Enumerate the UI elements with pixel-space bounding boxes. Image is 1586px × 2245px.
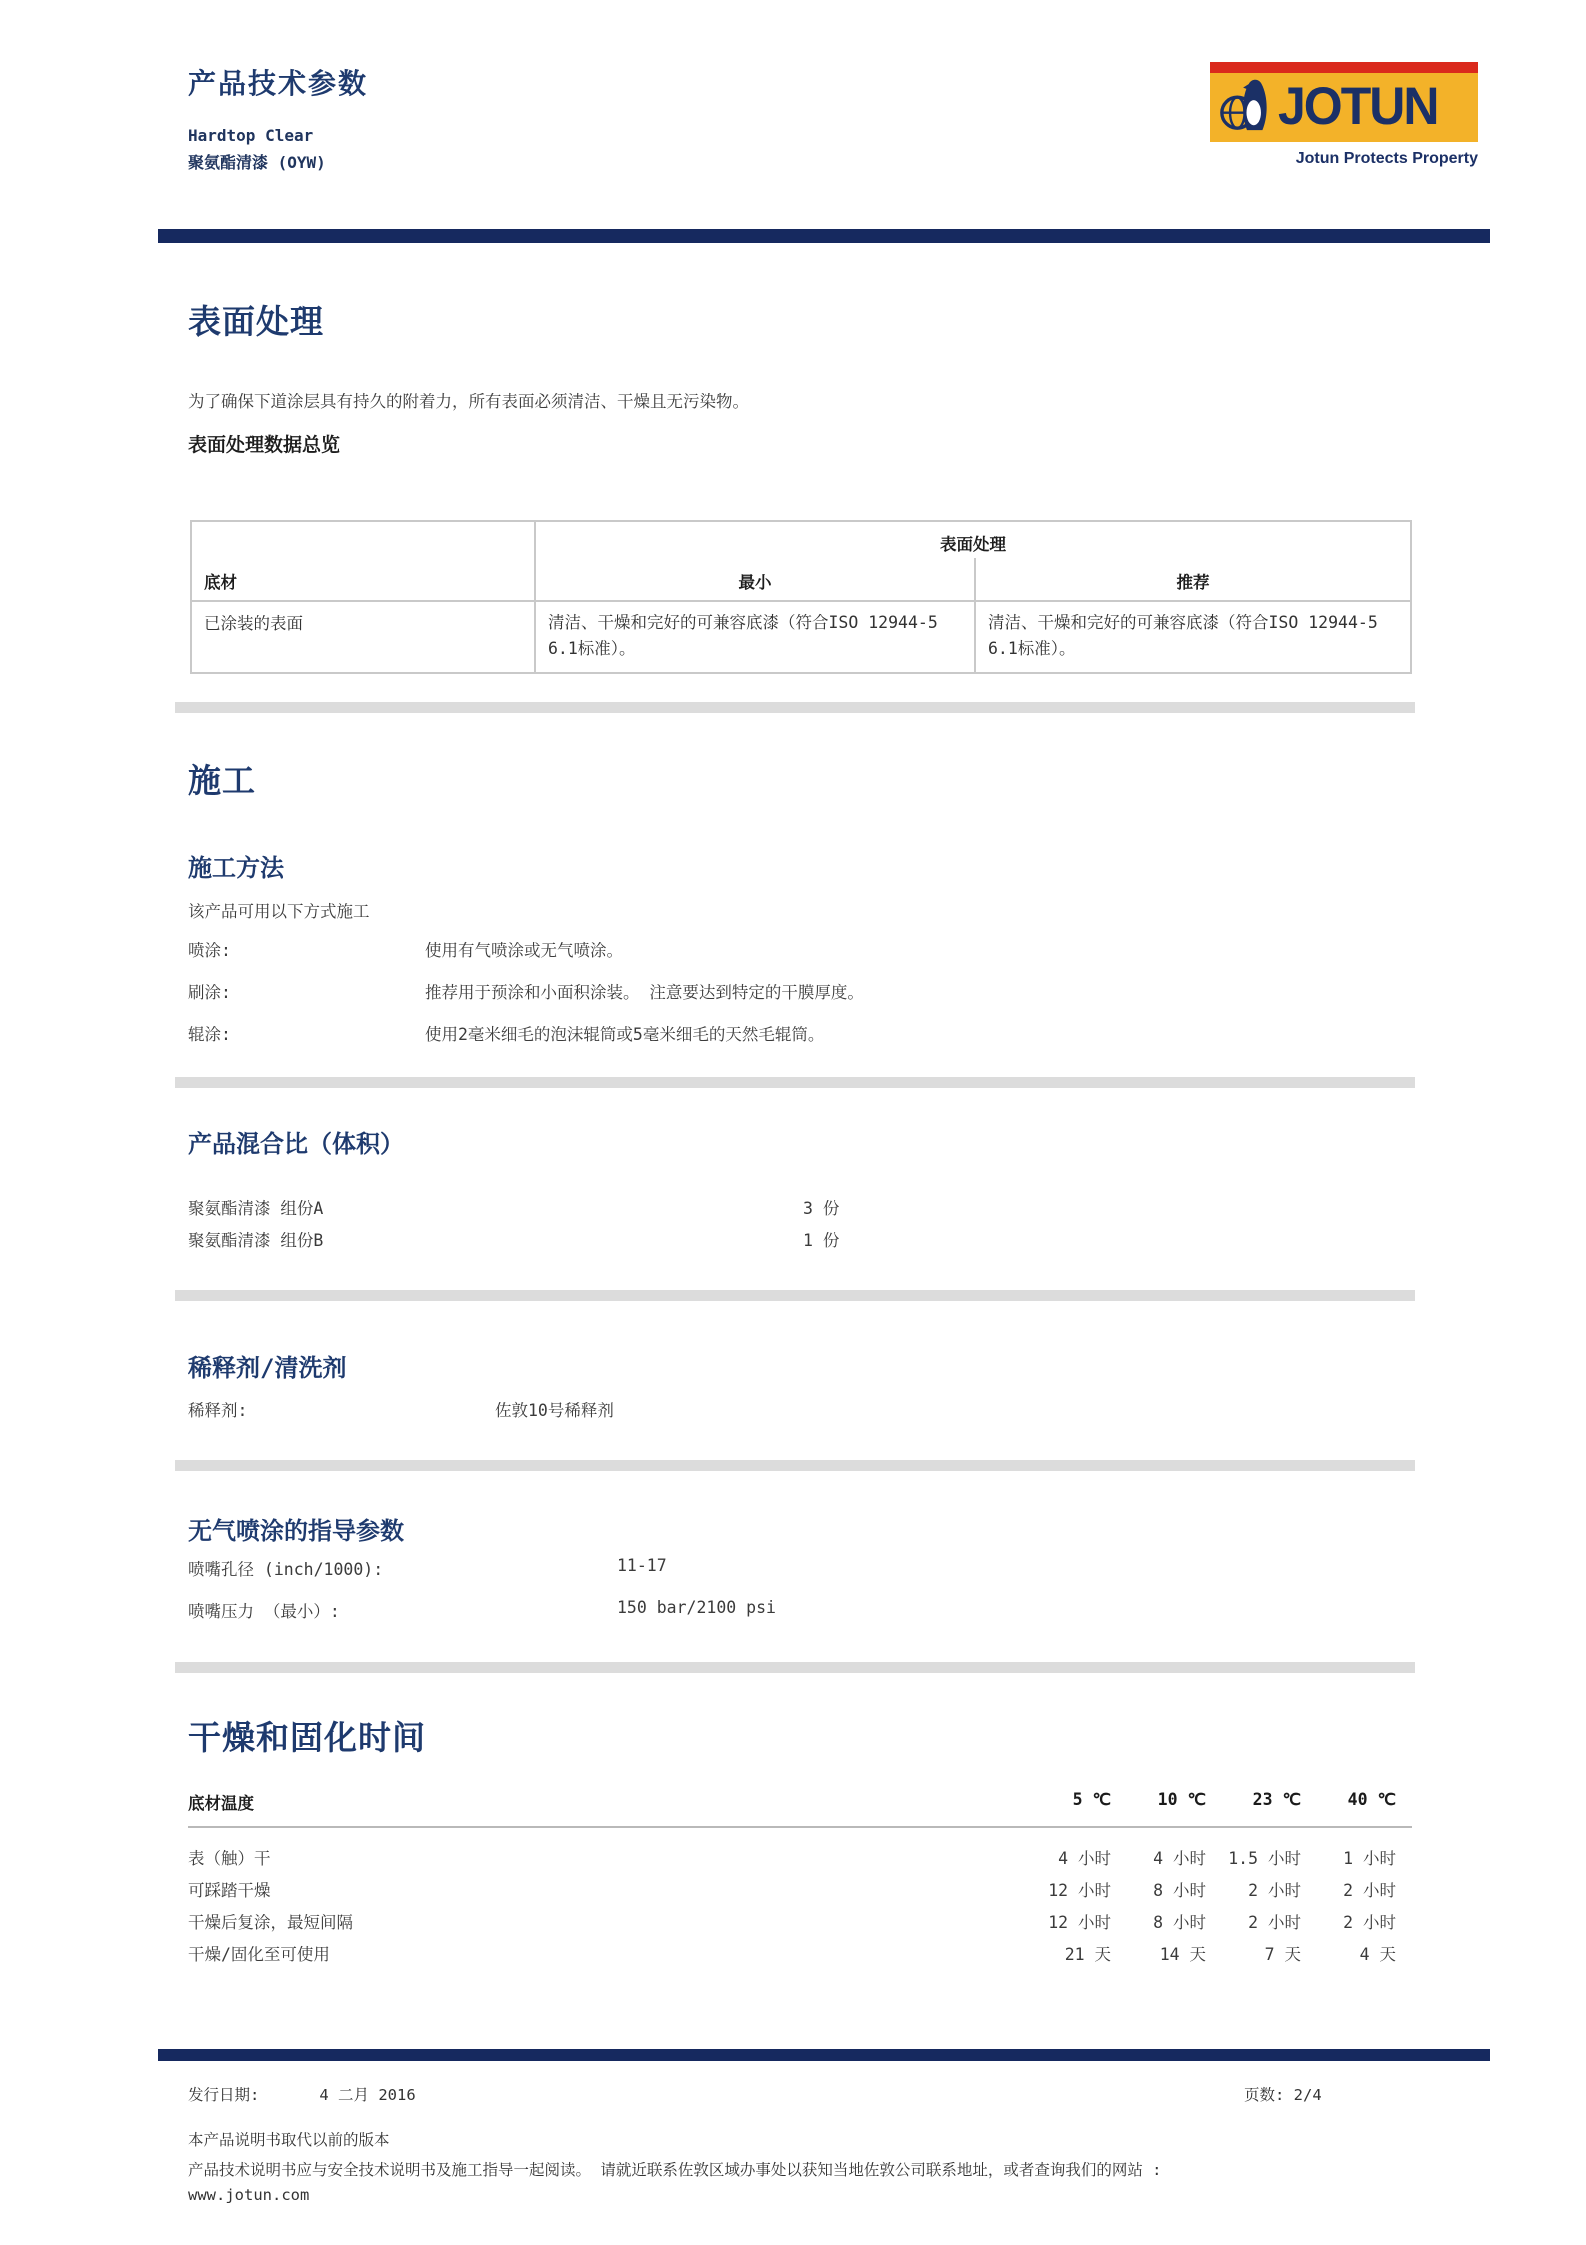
- section-title-surface-prep: 表面处理: [188, 302, 324, 341]
- component-label: 聚氨酯清漆 组份A: [188, 1199, 324, 1218]
- temp-header: 5 ℃: [1072, 1790, 1111, 1809]
- surface-prep-table: [190, 520, 1412, 674]
- subheading-mixing-ratio: 产品混合比（体积）: [188, 1130, 404, 1158]
- footer-note-replaces: 本产品说明书取代以前的版本: [188, 2131, 390, 2149]
- airless-value: 11-17: [617, 1556, 667, 1575]
- section-separator: [175, 1077, 1415, 1088]
- subheading-airless-spray: 无气喷涂的指导参数: [188, 1517, 404, 1545]
- method-text: 推荐用于预涂和小面积涂装。 注意要达到特定的干膜厚度。: [425, 983, 864, 1002]
- section-separator: [175, 1662, 1415, 1673]
- product-name-cn: 聚氨酯清漆 (OYW): [188, 153, 326, 172]
- temp-header: 23 ℃: [1252, 1790, 1301, 1809]
- temp-header: 40 ℃: [1347, 1790, 1396, 1809]
- drying-row-recoat-interval: 干燥后复涂，最短间隔 12 小时 8 小时 2 小时 2 小时: [188, 1913, 1396, 1932]
- product-name-en: Hardtop Clear: [188, 126, 314, 145]
- header-divider-bar: [158, 229, 1490, 243]
- method-text: 使用有气喷涂或无气喷涂。: [425, 941, 623, 960]
- col-header-substrate: 底材: [192, 558, 536, 600]
- logo-tagline: Jotun Protects Property: [1295, 150, 1478, 167]
- thinner-row: [188, 1397, 1468, 1421]
- issue-date-label: 发行日期:: [188, 2086, 260, 2104]
- airless-label: 喷嘴压力 （最小）:: [188, 1602, 340, 1621]
- issue-date-value: 4 二月 2016: [319, 2086, 416, 2104]
- airless-row-tip-size: [188, 1556, 1468, 1580]
- method-row-brush: [188, 979, 1468, 1003]
- jotun-logo: [1210, 62, 1478, 142]
- section-title-drying: 干燥和固化时间: [188, 1718, 426, 1757]
- col-header-recommended: 推荐: [1176, 573, 1210, 592]
- method-row-roller: [188, 1021, 1468, 1045]
- footer-divider-bar: [158, 2049, 1490, 2061]
- drying-row-header: 底材温度: [188, 1794, 254, 1813]
- logo-red-strip: [1210, 62, 1478, 73]
- airless-value: 150 bar/2100 psi: [617, 1598, 776, 1617]
- method-label: 喷涂:: [188, 941, 231, 960]
- cell-recommended: 清洁、干燥和完好的可兼容底漆（符合ISO 12944-5 6.1标准）。: [988, 613, 1378, 659]
- component-value: 3 份: [803, 1199, 840, 1218]
- method-label: 刷涂:: [188, 983, 231, 1002]
- section-separator: [175, 1460, 1415, 1471]
- method-text: 使用2毫米细毛的泡沫辊筒或5毫米细毛的天然毛辊筒。: [425, 1025, 825, 1044]
- thinner-label: 稀释剂:: [188, 1401, 248, 1420]
- logo-wordmark: JOTUN: [1278, 76, 1438, 136]
- cell-substrate: 已涂装的表面: [192, 602, 536, 672]
- drying-row-walk-on-dry: 可踩踏干燥 12 小时 8 小时 2 小时 2 小时: [188, 1881, 1396, 1900]
- mixing-row-comp-a: [188, 1195, 1468, 1219]
- application-methods-intro: 该产品可用以下方式施工: [188, 902, 370, 921]
- thinner-value: 佐敦10号稀释剂: [495, 1401, 614, 1420]
- subheading-thinner: 稀释剂/清洗剂: [188, 1354, 347, 1382]
- section-separator: [175, 1290, 1415, 1301]
- surface-intro-text: 为了确保下道涂层具有持久的附着力，所有表面必须清洁、干燥且无污染物。: [188, 392, 749, 411]
- airless-row-tip-pressure: [188, 1598, 1468, 1622]
- col-header-minimum: 最小: [536, 558, 976, 600]
- table-corner-cell: [192, 522, 536, 558]
- method-label: 辊涂:: [188, 1025, 231, 1044]
- penguin-globe-icon: [1218, 75, 1274, 137]
- drying-row-cured-for-service: 干燥/固化至可使用 21 天 14 天 7 天 4 天: [188, 1945, 1396, 1964]
- drying-row-touch-dry: 表（触）干 4 小时 4 小时 1.5 小时 1 小时: [188, 1849, 1396, 1868]
- issue-date-row: [188, 2083, 416, 2105]
- footer-website: www.jotun.com: [188, 2186, 310, 2204]
- table-span-header: 表面处理: [940, 535, 1006, 554]
- mixing-row-comp-b: [188, 1227, 1468, 1251]
- component-label: 聚氨酯清漆 组份B: [188, 1231, 324, 1250]
- airless-label: 喷嘴孔径 (inch/1000):: [188, 1560, 384, 1579]
- drying-table: [188, 1790, 1412, 1966]
- method-row-spray: [188, 937, 1468, 961]
- drying-table-rule: [188, 1826, 1412, 1828]
- footer-note-read-with: 产品技术说明书应与安全技术说明书及施工指导一起阅读。 请就近联系佐敦区域办事处以获知当地佐敦公司联系地址，或者查询我们的网站 :: [188, 2161, 1162, 2179]
- component-value: 1 份: [803, 1231, 840, 1250]
- table-row: [192, 602, 1410, 672]
- drying-table-header: [188, 1790, 1412, 1814]
- temp-header: 10 ℃: [1157, 1790, 1206, 1809]
- page-number: 页数: 2/4: [1244, 2086, 1322, 2104]
- section-title-application: 施工: [188, 761, 256, 800]
- subheading-application-methods: 施工方法: [188, 854, 284, 882]
- cell-minimum: 清洁、干燥和完好的可兼容底漆（符合ISO 12944-5 6.1标准）。: [536, 602, 976, 672]
- surface-table-subheading: 表面处理数据总览: [188, 434, 341, 456]
- section-separator: [175, 702, 1415, 713]
- page-title: 产品技术参数: [188, 67, 369, 100]
